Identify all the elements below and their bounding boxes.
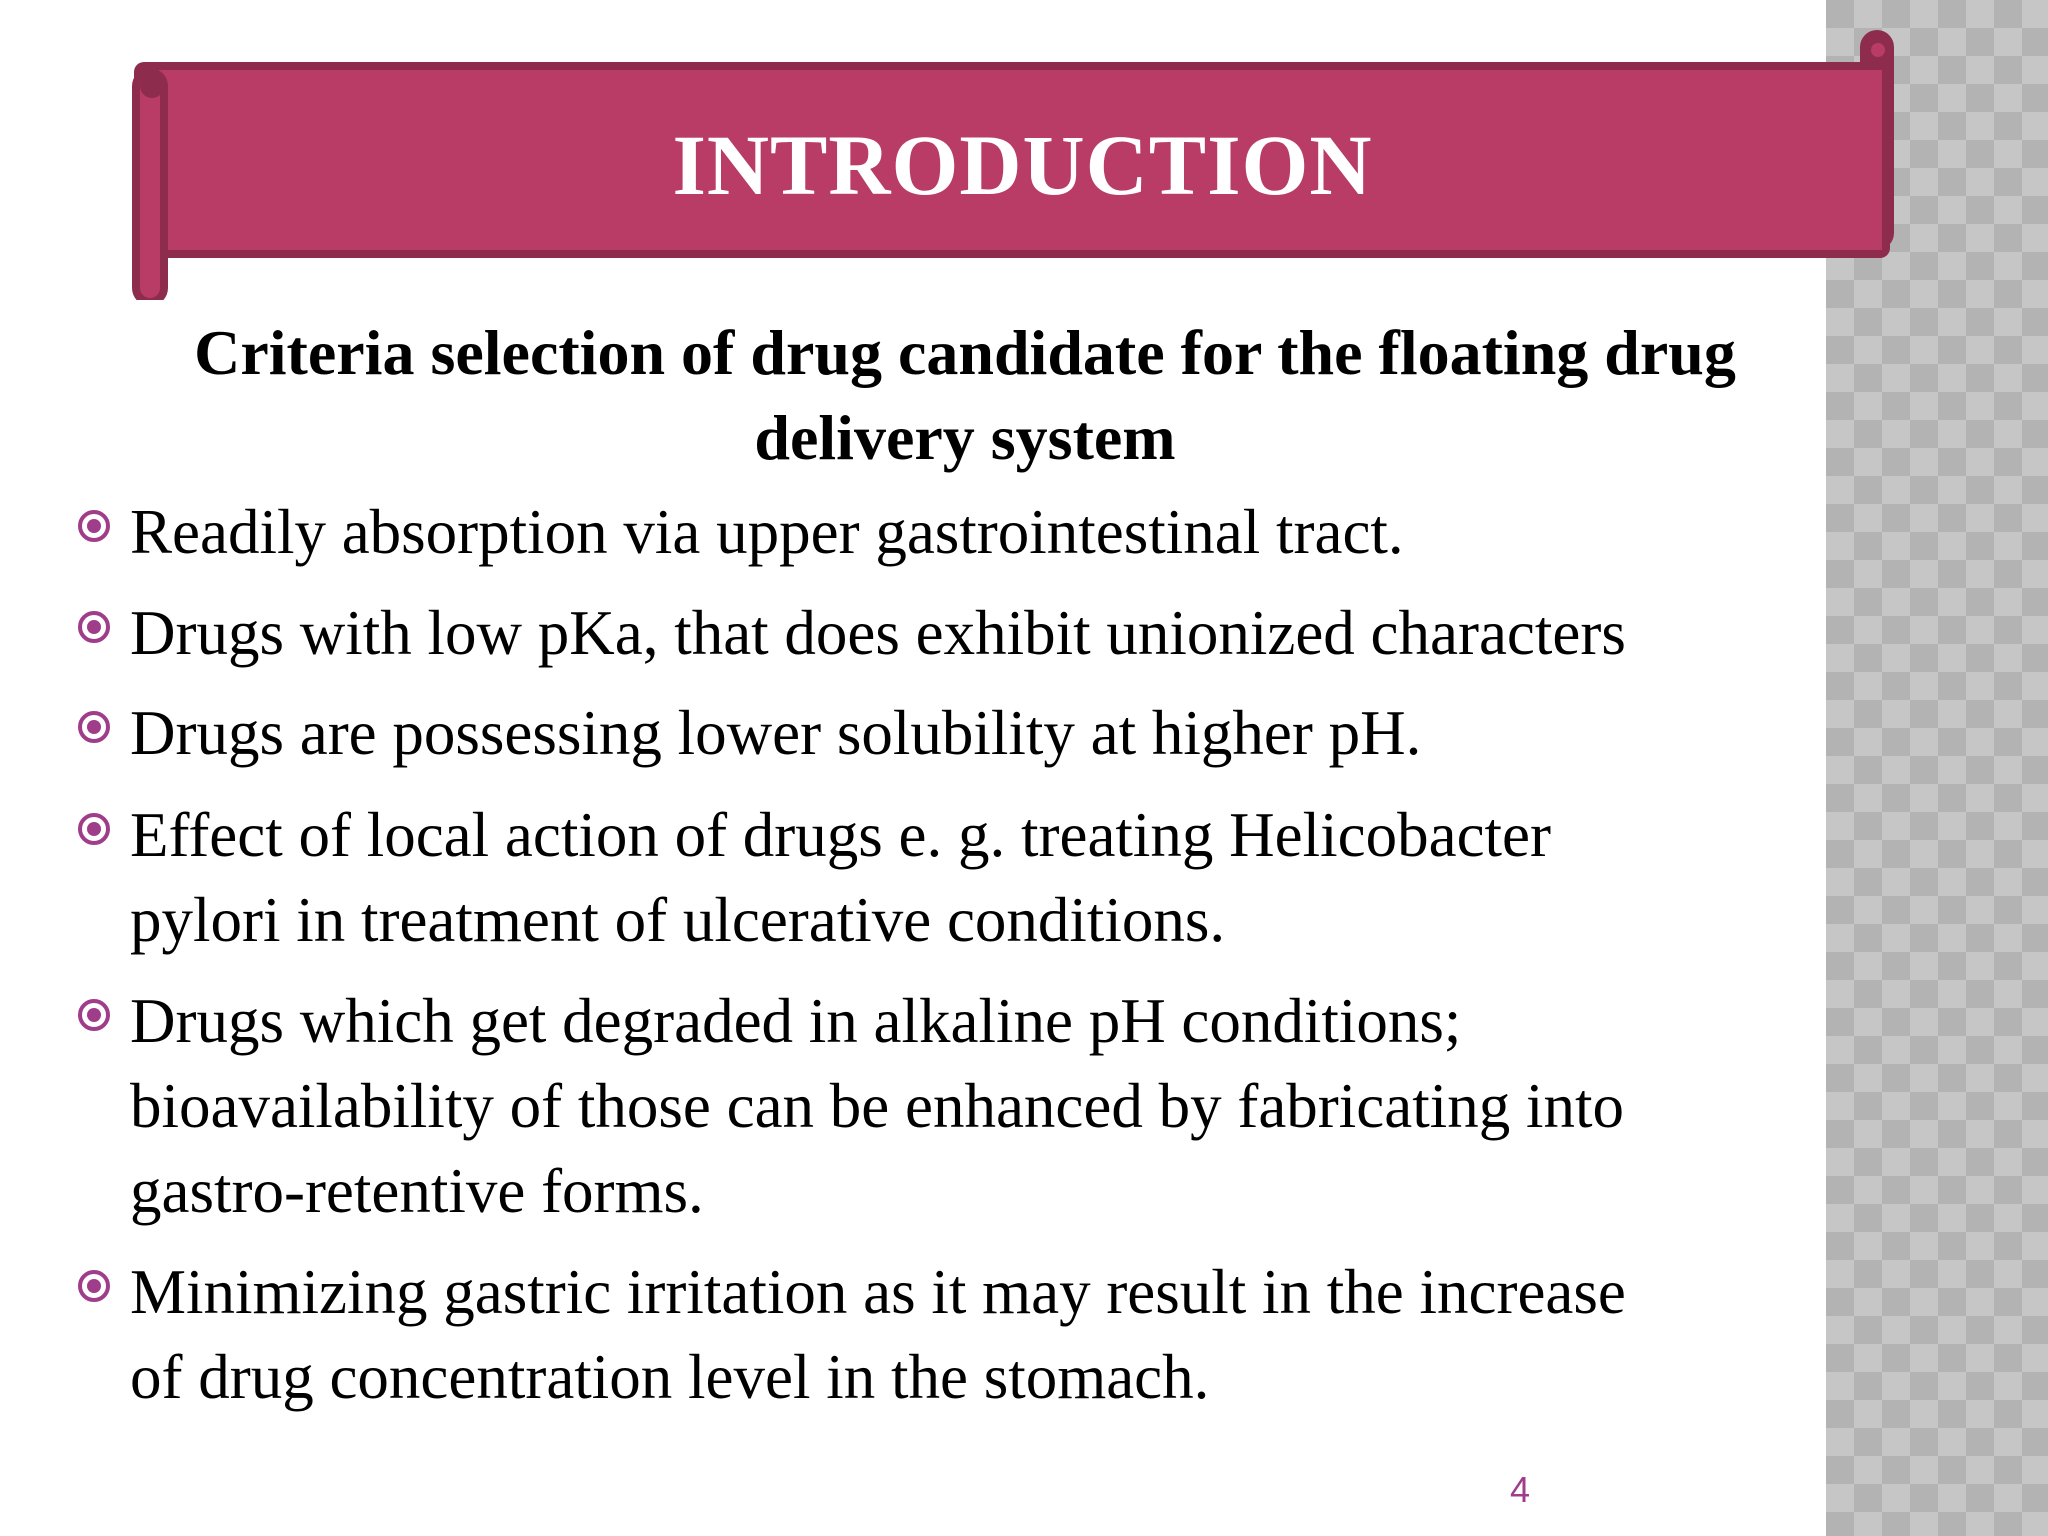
bullet-icon	[76, 609, 112, 645]
bullet-icon	[76, 1268, 112, 1304]
bullet-icon	[76, 997, 112, 1033]
bullet-icon	[76, 508, 112, 544]
bullet-item: Drugs with low pKa, that does exhibit unionized characters	[130, 598, 1626, 668]
bullet-icon	[76, 811, 112, 847]
slide-title: INTRODUCTION	[672, 117, 1373, 213]
bullet-item: Effect of local action of drugs e. g. treating Helicobacter pylori in treatment of ulcerative conditions.	[130, 800, 1551, 955]
bullet-item: Drugs are possessing lower solubility at higher pH.	[130, 698, 1422, 768]
bullet-item: Minimizing gastric irritation as it may result in the increase of drug concentration level in the stomach.	[130, 1257, 1626, 1412]
bullet-icon	[76, 709, 112, 745]
page-number: 4	[1509, 1469, 1531, 1510]
subtitle-line-1: Criteria selection of drug candidate for the floating drug	[194, 317, 1736, 388]
bullet-item: Drugs which get degraded in alkaline pH conditions; bioavailability of those can be enhanced by fabricating into gastro-retentive forms.	[130, 986, 1624, 1226]
bullet-item: Readily absorption via upper gastrointestinal tract.	[130, 497, 1404, 567]
subtitle-line-2: delivery system	[754, 402, 1176, 473]
